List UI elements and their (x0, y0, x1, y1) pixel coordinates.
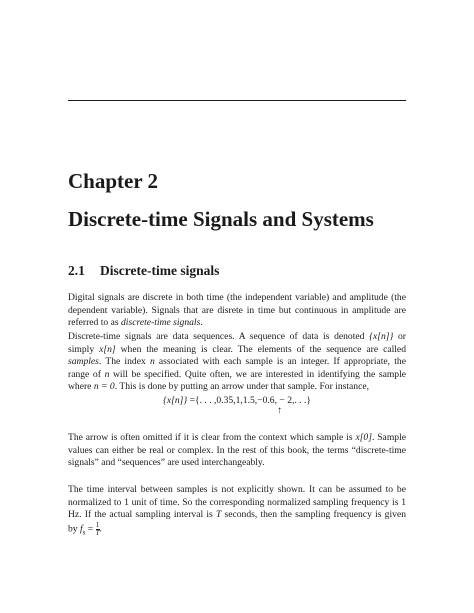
text: seconds, then the sampling frequency is given by (68, 509, 406, 535)
chapter-label: Chapter 2 (68, 169, 159, 193)
text: . This is done by putting an arrow under that sample. For instance, (114, 381, 369, 393)
text: = (85, 523, 96, 535)
paragraph-1 (68, 292, 406, 330)
text: The time interval between samples is not explicitly shown. It can be assumed to be normalized to 1 unit of time. So the corresponding normalized sampling frequency is 1 Hz. If the actual sampling interval is (68, 484, 406, 521)
section-heading (68, 262, 219, 280)
math-symbol: f (80, 523, 83, 535)
chapter-title: Discrete-time Signals and Systems (68, 207, 374, 231)
math-symbol: T (95, 528, 100, 537)
text: . (200, 317, 203, 329)
math-symbol: x[0] (355, 432, 372, 443)
text: . Sample values can either be real or complex. In the rest of this book, the terms “discrete-time signals” and “sequences” are used interchangeably. (68, 432, 407, 469)
text: when the meaning is clear. The elements of the sequence are called (115, 343, 406, 355)
section-title: Discrete-time signals (100, 263, 220, 278)
text: will be specified. Quite often, we are interested in identifying the sample where (68, 368, 407, 393)
emphasis-text: samples (68, 356, 99, 368)
paragraph-4 (68, 484, 406, 539)
math-symbol: n (104, 368, 110, 380)
fraction-numerator: 1 (95, 520, 100, 529)
text: Discrete-time signals are data sequences. A sequence of data is denoted (68, 331, 370, 342)
header-rule (68, 100, 406, 101)
text: . The index (98, 356, 150, 368)
math-symbol: x[n] (99, 343, 116, 355)
math-symbol: {x[n]} (369, 331, 394, 342)
up-arrow-icon: ↑ (277, 405, 282, 416)
text: The arrow is often omitted if it is clear from the context which sample is (68, 432, 356, 443)
emphasis-text: discrete-time signals (121, 317, 201, 329)
text: Digital signals are discrete in both time (the independent variable) and amplitude (the dependent variable). Signals that are disrete in time but continuous in amplitude are referred to as (68, 292, 406, 329)
text: . (99, 523, 102, 535)
equation-rhs: ={. . . ,0.35,1,1.5,−0.6, − 2,. . .} (187, 395, 311, 406)
paragraph-3 (68, 432, 406, 470)
text: or simply (68, 331, 407, 355)
math-symbol: n (149, 356, 155, 368)
math-symbol: T (215, 509, 222, 521)
section-number: 2.1 (68, 263, 85, 278)
equation-lhs: {x[n]} (163, 395, 188, 406)
math-symbol: n = 0 (93, 381, 115, 393)
math-subscript: s (82, 528, 86, 537)
arrow-container (68, 405, 406, 419)
paragraph-2 (68, 331, 406, 394)
text: associated with each sample is an integer. If appropriate, the range of (68, 356, 406, 380)
